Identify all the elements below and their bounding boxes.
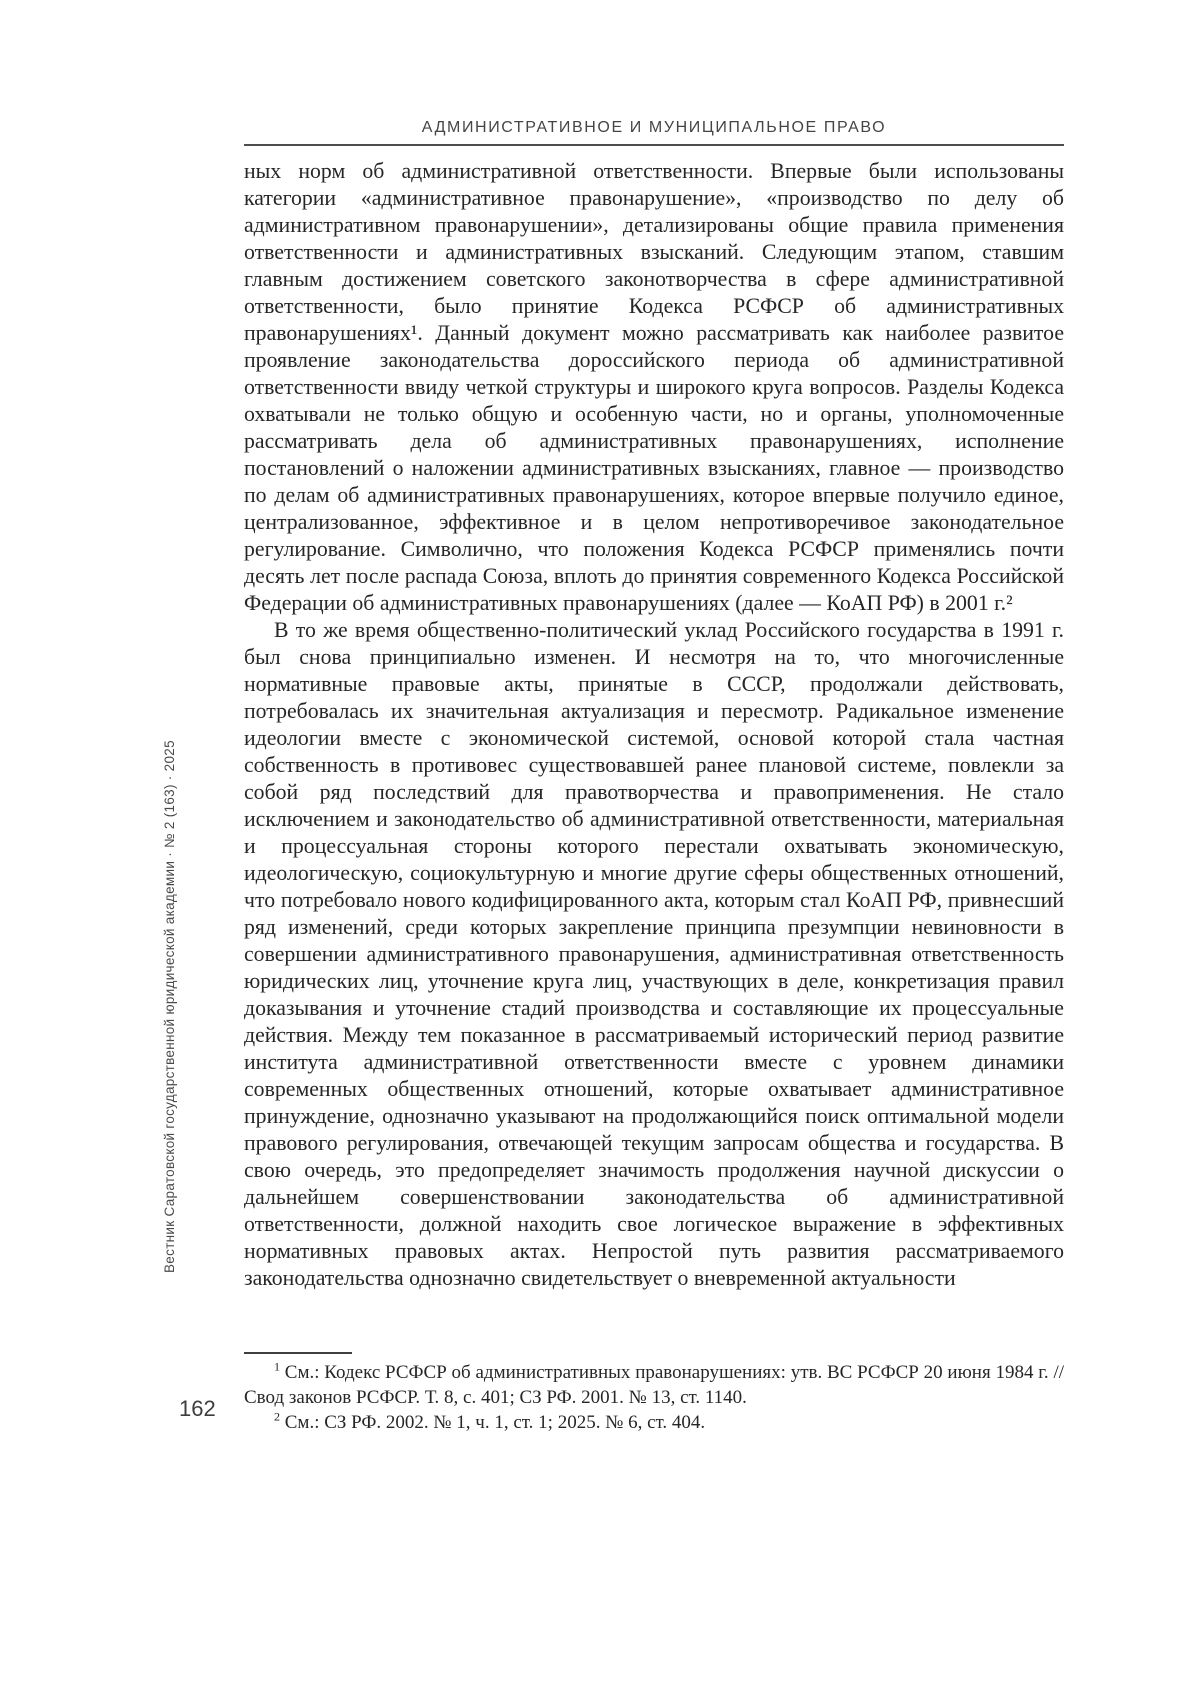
footnote-item [244, 1410, 1064, 1435]
body-paragraph: В то же время общественно-политический уклад Российского государства в 1991 г. был снова принципиально изменен. И несмотря на то, что многочисленные нормативные правовые акты, принятые в СССР, продолжали действовать, потребовалась их значительная актуализация и пересмотр. Радикальное изменение идеологии вместе с экономической системой, основой которой стала частная собственность в противовес существовавшей ранее плановой системе, повлекли за собой ряд последствий для правотворчества и правоприменения. Не стало исключением и законодательство об административной ответственности, материальная и процессуальная стороны которого перестали охватывать экономическую, идеологическую, социокультурную и многие другие сферы общественных отношений, что потребовало нового кодифицированного акта, которым стал КоАП РФ, привнесший ряд изменений, среди которых закрепление принципа презумпции невиновности в совершении административного правонарушения, административная ответственность юридических лиц, уточнение круга лиц, участвующих в деле, конкретизация правил доказывания и уточнение стадий производства и составляющие их процессуальные действия. Между тем показанное в рассматриваемый исторический период развитие института административной ответственности вместе с уровнем динамики современных общественных отношений, которые охватывает административное принуждение, однозначно указывают на продолжающийся поиск оптимальной модели правового регулирования, отвечающей текущим запросам общества и государства. В свою очередь, это предопределяет значимость продолжения научной дискуссии о дальнейшем совершенствовании законодательства об административной ответственности, должной находить свое логическое выражение в эффективных нормативных правовых актах. Непростой путь развития рассматриваемого законодательства однозначно свидетельствует о вневременной актуальности [244, 618, 1064, 1290]
footnotes-block [244, 1352, 1064, 1435]
journal-info-vertical-text: Вестник Саратовской государственной юридической академии · № 2 (163) · 2025 [162, 740, 177, 1273]
footnote-marker: 1 [274, 1359, 280, 1374]
footnote-item [244, 1360, 1064, 1410]
body-paragraph: ных норм об административной ответственности. Впервые были использованы категории «административное правонарушение», «производство по делу об административном правонарушении», детализированы общие правила применения ответственности и административных взысканий. Следующим этапом, ставшим главным достижением советского законотворчества в сфере административной ответственности, было принятие Кодекса РСФСР об административных правонарушениях¹. Данный документ можно рассматривать как наиболее развитое проявление законодательства дороссийского периода об административной ответственности ввиду четкой структуры и широкого круга вопросов. Разделы Кодекса охватывали не только общую и особенную части, но и органы, уполномоченные рассматривать дела об административных правонарушениях, исполнение постановлений о наложении административных взысканиях, главное — производство по делам об административных правонарушениях, которое впервые получило единое, централизованное, эффективное и в целом непротиворечивое законодательное регулирование. Символично, что положения Кодекса РСФСР применялись почти десять лет после распада Союза, вплоть до принятия современного Кодекса Российской Федерации об административных правонарушениях (далее — КоАП РФ) в 2001 г.² [244, 159, 1064, 615]
footnote-marker: 2 [274, 1409, 280, 1424]
footnote-text: См.: Кодекс РСФСР об административных правонарушениях: утв. ВС РСФСР 20 июня 1984 г. // Свод законов РСФСР. Т. 8, с. 401; СЗ РФ. 2001. № 13, ст. 1140. [244, 1362, 1064, 1408]
header-rule [244, 144, 1064, 146]
article-body [244, 158, 1064, 1292]
page-number: 162 [179, 1396, 216, 1421]
footnote-text: См.: СЗ РФ. 2002. № 1, ч. 1, ст. 1; 2025. № 6, ст. 404. [280, 1412, 706, 1433]
footnote-separator [244, 1352, 352, 1354]
running-head: АДМИНИСТРАТИВНОЕ И МУНИЦИПАЛЬНОЕ ПРАВО [421, 119, 887, 136]
